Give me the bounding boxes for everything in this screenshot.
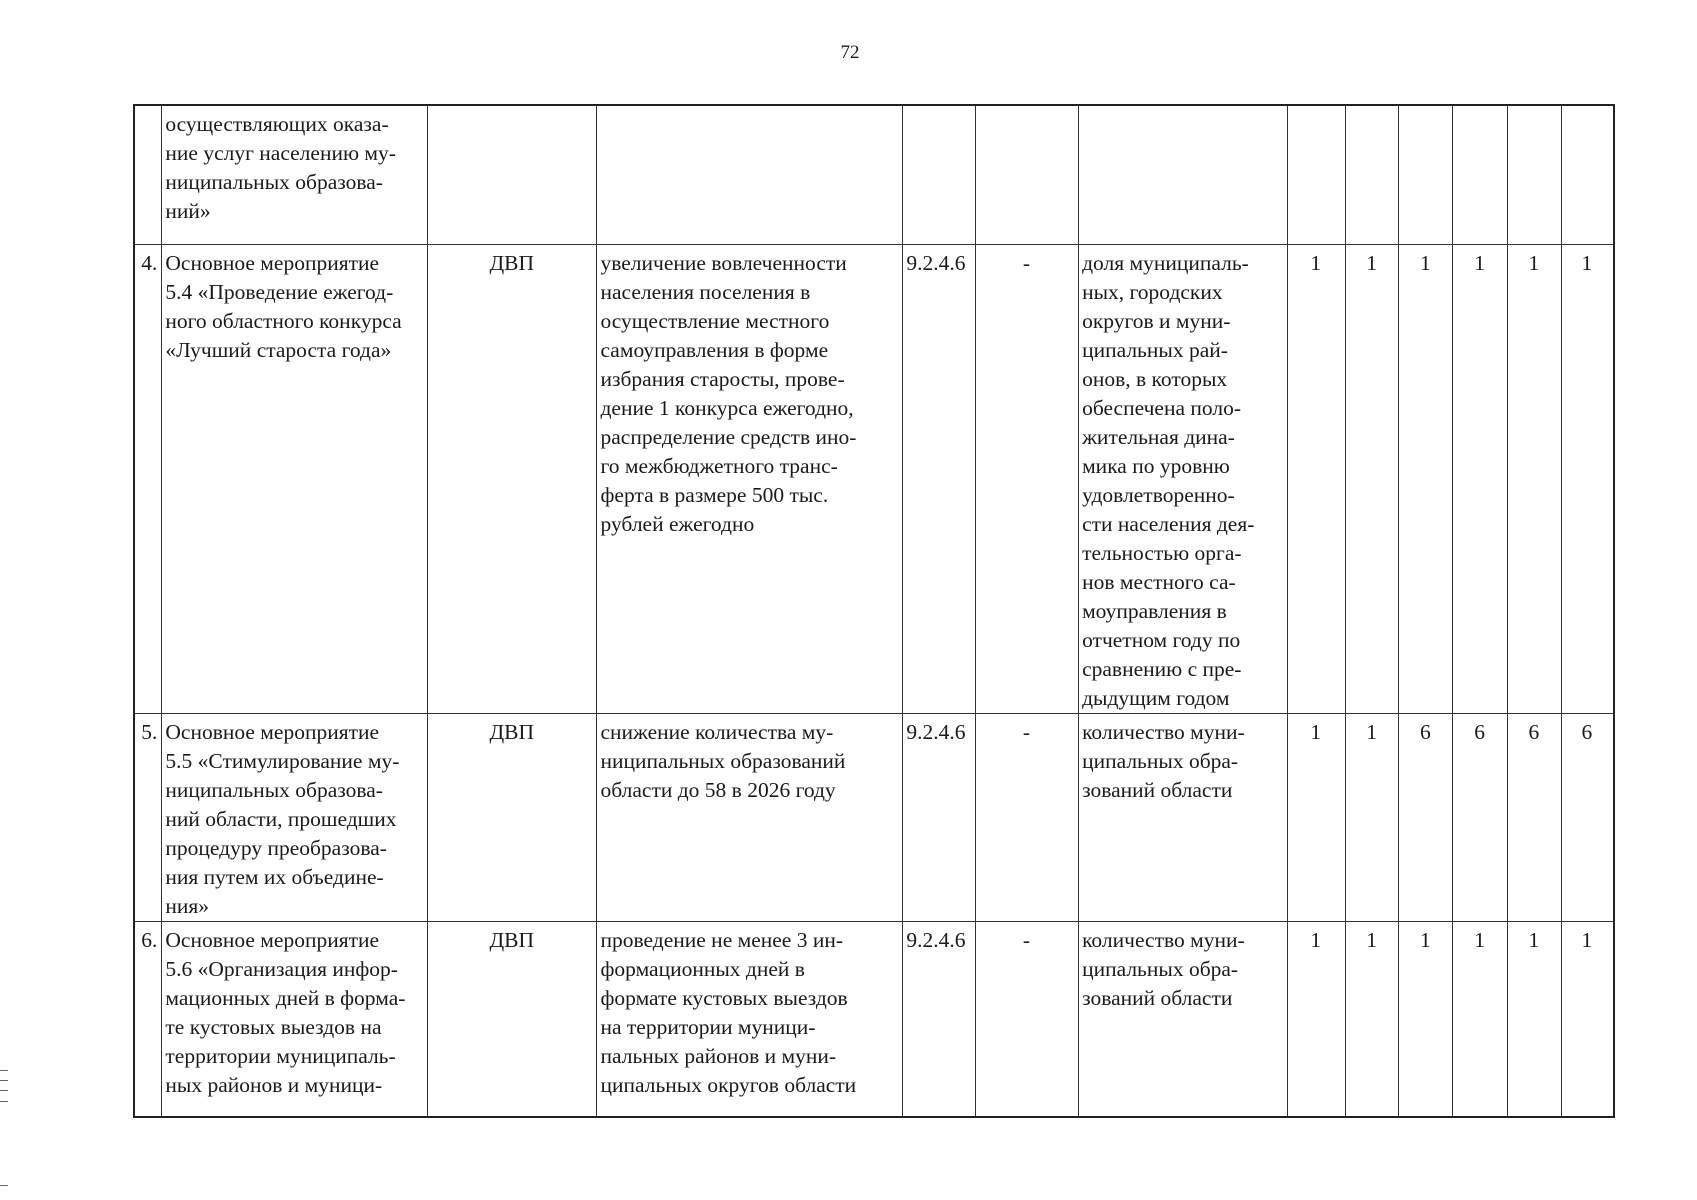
dash-cell: - (975, 245, 1078, 714)
table-row (134, 245, 1614, 714)
row-number (134, 105, 162, 245)
program-code: 9.2.4.6 (903, 714, 975, 922)
value-cell: 1 (1453, 922, 1508, 1118)
value-cell: 1 (1287, 245, 1345, 714)
activity-name: Основное мероприятие 5.4 «Проведение ежегод- ного областного конкурса «Лучший староста года» (162, 245, 428, 714)
value-cell: 1 (1287, 714, 1345, 922)
table-row (134, 714, 1614, 922)
dash-cell (975, 105, 1078, 245)
indicator: количество муни- ципальных обра- зований области (1079, 714, 1288, 922)
expected-result (597, 105, 903, 245)
table-row (134, 105, 1614, 245)
value-cell: 1 (1287, 922, 1345, 1118)
program-code: 9.2.4.6 (903, 922, 975, 1118)
executor (428, 105, 597, 245)
value-cell: 6 (1507, 714, 1561, 922)
value-cell: 6 (1453, 714, 1508, 922)
row-number: 4. (134, 245, 162, 714)
value-cell (1287, 105, 1345, 245)
value-cell: 1 (1561, 922, 1614, 1118)
activity-name: Основное мероприятие 5.5 «Стимулирование му- ниципальных образова- ний области, прошедших процедуру преобразова- ния путем их объедине- ния» (162, 714, 428, 922)
value-cell (1399, 105, 1453, 245)
expected-result: увеличение вовлеченности населения поселения в осуществление местного самоуправления в форме избрания старосты, прове- дение 1 конкурса ежегодно, распределение средств ино- го межбюджетного транс- ферта в размере 500 тыс. рублей ежегодно (597, 245, 903, 714)
value-cell (1345, 105, 1399, 245)
activity-name: Основное мероприятие 5.6 «Организация инфор- мационных дней в форма- те кустовых выездов на территории муниципаль- ных районов и муници- (162, 922, 428, 1118)
row-number: 5. (134, 714, 162, 922)
dash-cell: - (975, 714, 1078, 922)
table-row (134, 922, 1614, 1118)
value-cell: 1 (1453, 245, 1508, 714)
value-cell (1453, 105, 1508, 245)
value-cell: 1 (1345, 922, 1399, 1118)
executor: ДВП (428, 922, 597, 1118)
value-cell: 1 (1345, 714, 1399, 922)
value-cell: 1 (1399, 922, 1453, 1118)
executor: ДВП (428, 714, 597, 922)
value-cell: 1 (1345, 245, 1399, 714)
value-cell (1561, 105, 1614, 245)
value-cell: 1 (1561, 245, 1614, 714)
indicator (1079, 105, 1288, 245)
value-cell: 6 (1561, 714, 1614, 922)
program-code (903, 105, 975, 245)
value-cell: 1 (1507, 245, 1561, 714)
value-cell (1507, 105, 1561, 245)
expected-result: проведение не менее 3 ин- формационных дней в формате кустовых выездов на территории муници- пальных районов и муни- ципальных округов области (597, 922, 903, 1118)
expected-result: снижение количества му- ниципальных образований области до 58 в 2026 году (597, 714, 903, 922)
executor: ДВП (428, 245, 597, 714)
activities-table (133, 104, 1615, 1118)
activity-name: осуществляющих оказа- ние услуг населению му- ниципальных образова- ний» (162, 105, 428, 245)
dash-cell: - (975, 922, 1078, 1118)
indicator: доля муниципаль- ных, городских округов и муни- ципальных рай- онов, в которых обеспечена поло- жительная дина- мика по уровню удовлетворенно- сти населения дея- тельностью орга- нов местного са- моуправления в отчетном году по сравнению с пре- дыдущим годом (1079, 245, 1288, 714)
value-cell: 1 (1399, 245, 1453, 714)
program-code: 9.2.4.6 (903, 245, 975, 714)
row-number: 6. (134, 922, 162, 1118)
value-cell: 6 (1399, 714, 1453, 922)
page-number: 72 (840, 42, 860, 63)
indicator: количество муни- ципальных обра- зований области (1079, 922, 1288, 1118)
binding-mark (0, 1185, 8, 1186)
value-cell: 1 (1507, 922, 1561, 1118)
binding-marks (0, 1070, 8, 1102)
